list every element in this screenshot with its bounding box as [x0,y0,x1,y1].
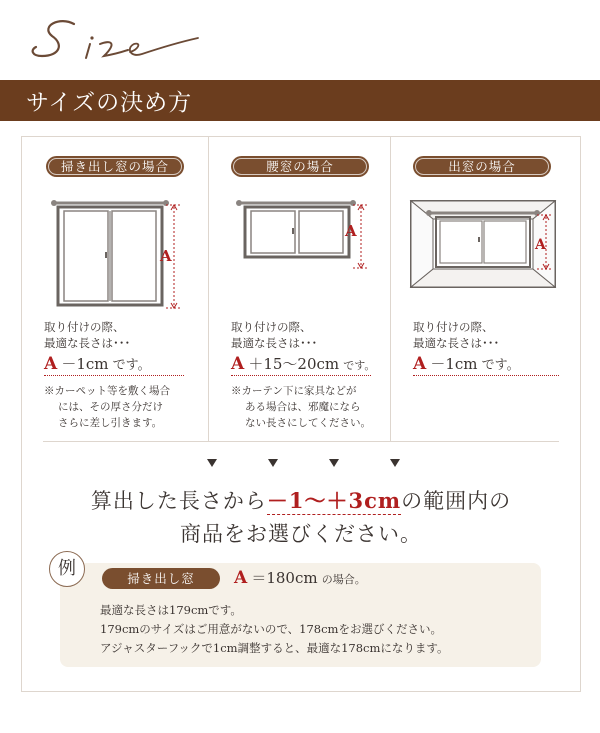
label-pill [46,156,184,177]
measure-a: A [44,354,58,374]
description [413,319,499,351]
measure-suffix: です。 [343,359,376,372]
down-arrows [22,459,580,471]
measure-value: －1cm [430,355,478,373]
waist-window-figure [233,192,373,272]
note-line: ※カーペット等を敷く場合 [44,385,170,397]
example-lines [100,601,448,658]
note [231,383,371,431]
down-arrow-icon [268,459,278,467]
note-line: には、その厚さ分だけ [58,401,163,413]
example-line: 最適な長さは179cmです。 [100,603,242,617]
section-divider [43,441,559,442]
column-bay-window [391,137,580,441]
note [44,383,170,431]
example-pill-text: 掃き出し窓 [127,571,195,586]
example-suffix: の場合。 [321,573,366,586]
pill-border [233,158,367,175]
title-banner [0,80,600,121]
measure-text [44,353,151,374]
desc-line: 最適な長さは･･･ [231,336,318,350]
dotted-underline [44,375,184,376]
headline-line1 [22,485,580,515]
description [44,319,130,351]
down-arrow-icon [390,459,400,467]
page-title: サイズの決め方 [26,90,193,116]
bay-window-figure [409,197,559,297]
desc-line: 最適な長さは･･･ [413,336,500,350]
pill-text: 腰窓の場合 [266,159,334,174]
pill-border [48,158,182,175]
note-line: ある場合は、邪魔になら [245,401,361,413]
example-a: A [234,568,248,588]
measure-suffix: です。 [112,358,151,373]
headline-line2: 商品をお選びください。 [180,522,422,546]
example-line: 179cmのサイズはご用意がないので、178cmをお選びください。 [100,622,442,636]
headline-pre: 算出した長さから [90,489,267,513]
example-line: アジャスターフックで1cm調整すると、最適な178cmになります。 [100,641,449,655]
pill-text: 掃き出し窓の場合 [60,159,169,174]
description [231,319,317,351]
measure-a: A [231,354,245,374]
dotted-underline [231,375,371,376]
figure-label-a: A [345,222,357,240]
note-line: さらに差し引きます。 [58,417,163,429]
example-head [234,567,366,588]
down-arrow-icon [329,459,339,467]
figure-label-a: A [160,247,172,265]
example-value: ＝180cm [251,569,318,587]
measure-text [413,353,520,374]
sweep-window-figure [48,192,188,312]
dotted-underline [413,375,559,376]
label-pill [231,156,369,177]
note-line: ※カーテン下に家具などが [231,385,357,397]
size-logo [30,14,200,66]
note-line: ない長さにしてください。 [245,417,371,429]
desc-line: 取り付けの際、 [413,320,494,334]
measure-value: ＋15～20cm [248,355,340,373]
desc-line: 取り付けの際、 [44,320,125,334]
desc-line: 最適な長さは･･･ [44,336,131,350]
column-waist-window [209,137,390,441]
example-badge: 例 [49,551,85,587]
down-arrow-icon [207,459,217,467]
figure-label-a: A [535,237,546,253]
column-sweep-window [22,137,208,441]
label-pill [413,156,551,177]
measure-text [231,353,375,374]
desc-line: 取り付けの際、 [231,320,312,334]
measure-a: A [413,354,427,374]
measure-suffix: です。 [481,358,520,373]
pill-border [415,158,549,175]
measure-value: －1cm [61,355,109,373]
example-pill [102,568,220,589]
headline-post: の範囲内の [401,489,512,513]
headline-range: －1～＋3cm [266,488,402,513]
pill-text: 出窓の場合 [448,159,516,174]
content-panel [21,136,581,692]
